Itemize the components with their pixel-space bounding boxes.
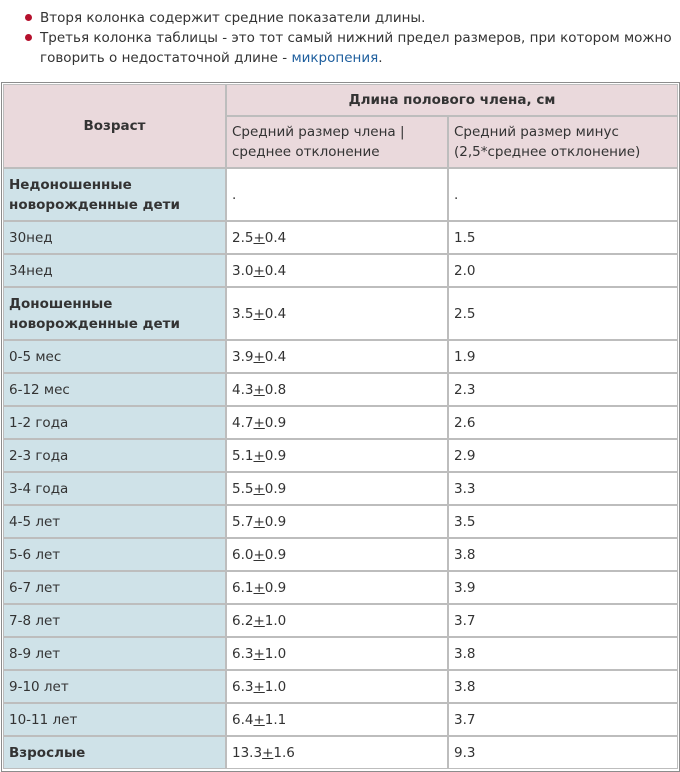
bullet-text-2: Третья колонка таблицы - это тот самый нижний предел размеров, при котором можно	[40, 30, 672, 46]
table-cell-lower: 3.5	[448, 505, 678, 538]
micropenis-link[interactable]: микропения	[291, 50, 379, 66]
age-label: 1-2 года	[9, 414, 69, 431]
sd-value: 0.4	[264, 305, 287, 322]
subheader-lower-line1: Средний размер минус	[454, 124, 619, 140]
table-row-age	[3, 340, 226, 373]
table-row-age	[3, 670, 226, 703]
sd-value: 0.4	[264, 262, 287, 279]
sd-value: 1.0	[264, 678, 287, 695]
age-label: 10-11 лет	[9, 711, 78, 728]
table-row-age	[3, 703, 226, 736]
mean-value: 5.5	[232, 480, 254, 497]
table-cell-mean	[226, 287, 448, 340]
age-label: Доношенные	[9, 295, 113, 312]
table-row-age	[3, 571, 226, 604]
table-row-age	[3, 736, 226, 769]
table-cell-lower: 2.0	[448, 254, 678, 287]
age-label: 2-3 года	[9, 447, 69, 464]
table-row-age	[3, 168, 226, 221]
table-cell-mean	[226, 472, 448, 505]
mean-value: 5.7	[232, 513, 254, 530]
table-cell-mean	[226, 340, 448, 373]
plus-minus-sign: +	[253, 645, 265, 662]
sd-value: 0.9	[264, 546, 287, 563]
age-label: Недоношенные	[9, 176, 132, 193]
table-cell-lower: 3.8	[448, 538, 678, 571]
age-label: 7-8 лет	[9, 612, 61, 629]
bullet-list	[0, 0, 680, 84]
table-cell-lower: 2.5	[448, 287, 678, 340]
table-cell-lower: 2.6	[448, 406, 678, 439]
age-label-line2: новорожденные дети	[9, 315, 180, 332]
sd-value: 0.9	[264, 447, 287, 464]
mean-value: 4.7	[232, 414, 254, 431]
sd-value: 1.0	[264, 645, 287, 662]
table-cell-mean	[226, 736, 448, 769]
table-cell-mean	[226, 670, 448, 703]
mean-value: 5.1	[232, 447, 254, 464]
table-cell-lower: 2.3	[448, 373, 678, 406]
header-length: Длина полового члена, см	[226, 84, 678, 116]
subheader-lower-line2: (2,5*среднее отклонение)	[454, 144, 641, 160]
age-label: 9-10 лет	[9, 678, 69, 695]
bullet-text-2-cont	[40, 48, 383, 68]
table-row-age	[3, 373, 226, 406]
bullet-dot-icon	[25, 34, 32, 41]
sd-value: 1.0	[264, 612, 287, 629]
mean-value: 3.5	[232, 305, 254, 322]
table-row-age	[3, 439, 226, 472]
table-cell-lower: .	[448, 168, 678, 221]
table-cell-lower: 1.9	[448, 340, 678, 373]
table-row-age	[3, 637, 226, 670]
table-cell-mean	[226, 571, 448, 604]
age-label: 8-9 лет	[9, 645, 61, 662]
plus-minus-sign: +	[253, 447, 265, 464]
table-cell-lower: 1.5	[448, 221, 678, 254]
plus-minus-sign: +	[253, 546, 265, 563]
table-cell-lower: 2.9	[448, 439, 678, 472]
mean-value: 6.4	[232, 711, 254, 728]
table-cell-mean	[226, 439, 448, 472]
mean-value: 2.5	[232, 229, 254, 246]
table-cell-lower: 3.8	[448, 670, 678, 703]
table-cell-mean	[226, 168, 448, 221]
mean-value: 6.1	[232, 579, 254, 596]
age-label: 3-4 года	[9, 480, 69, 497]
sd-value: 1.1	[264, 711, 287, 728]
plus-minus-sign: +	[253, 513, 265, 530]
table-cell-mean	[226, 254, 448, 287]
sd-value: 0.9	[264, 480, 287, 497]
age-label: 0-5 мес	[9, 348, 62, 365]
sd-value: 1.6	[273, 744, 295, 761]
age-label: 30нед	[9, 229, 53, 246]
age-label: 6-12 мес	[9, 381, 70, 398]
plus-minus-sign: +	[253, 348, 265, 365]
age-label-line2: новорожденные дети	[9, 196, 180, 213]
table-row-age	[3, 406, 226, 439]
table-row-age	[3, 538, 226, 571]
age-label: 6-7 лет	[9, 579, 61, 596]
mean-value: .	[232, 186, 237, 203]
mean-value: 4.3	[232, 381, 254, 398]
table-row-age	[3, 287, 226, 340]
table-cell-lower: 3.9	[448, 571, 678, 604]
table-row-age	[3, 472, 226, 505]
bullet-dot-icon	[25, 14, 32, 21]
table-cell-mean	[226, 538, 448, 571]
plus-minus-sign: +	[262, 744, 274, 761]
table-cell-lower: 3.7	[448, 604, 678, 637]
sd-value: 0.4	[264, 348, 287, 365]
plus-minus-sign: +	[253, 305, 265, 322]
age-label: 34нед	[9, 262, 53, 279]
sd-value: 0.9	[264, 513, 287, 530]
subheader-mean-line2: среднее отклонение	[232, 144, 380, 160]
mean-value: 6.0	[232, 546, 254, 563]
age-label: 5-6 лет	[9, 546, 61, 563]
age-label: 4-5 лет	[9, 513, 61, 530]
plus-minus-sign: +	[253, 381, 265, 398]
table-cell-mean	[226, 373, 448, 406]
bullet-text-2-suffix: .	[378, 50, 383, 66]
table-cell-lower: 3.8	[448, 637, 678, 670]
table-row-age	[3, 604, 226, 637]
plus-minus-sign: +	[253, 612, 265, 629]
plus-minus-sign: +	[253, 229, 265, 246]
age-label: Взрослые	[9, 744, 86, 761]
sd-value: 0.8	[264, 381, 287, 398]
plus-minus-sign: +	[253, 414, 265, 431]
table-cell-mean	[226, 703, 448, 736]
mean-value: 3.9	[232, 348, 254, 365]
table-row-age	[3, 254, 226, 287]
bullet-text-2-prefix: говорить о недостаточной длине -	[40, 50, 292, 66]
table-cell-lower: 3.7	[448, 703, 678, 736]
sd-value: 0.4	[264, 229, 287, 246]
subheader-mean-line1: Средний размер члена |	[232, 124, 405, 140]
plus-minus-sign: +	[253, 678, 265, 695]
table-cell-mean	[226, 637, 448, 670]
sd-value: 0.9	[264, 414, 287, 431]
mean-value: 3.0	[232, 262, 254, 279]
header-age: Возраст	[3, 84, 226, 168]
plus-minus-sign: +	[253, 579, 265, 596]
subheader-lower	[448, 116, 678, 168]
table-cell-mean	[226, 406, 448, 439]
plus-minus-sign: +	[253, 480, 265, 497]
table-cell-lower: 9.3	[448, 736, 678, 769]
table-cell-mean	[226, 604, 448, 637]
plus-minus-sign: +	[253, 262, 265, 279]
table-cell-mean	[226, 505, 448, 538]
bullet-text-1: Вторя колонка содержит средние показатели длины.	[40, 10, 426, 26]
sd-value: 0.9	[264, 579, 287, 596]
table-row-age	[3, 221, 226, 254]
mean-value: 6.3	[232, 645, 254, 662]
mean-value: 6.3	[232, 678, 254, 695]
mean-value: 6.2	[232, 612, 254, 629]
subheader-mean	[226, 116, 448, 168]
table-cell-lower: 3.3	[448, 472, 678, 505]
table-cell-mean	[226, 221, 448, 254]
table-row-age	[3, 505, 226, 538]
plus-minus-sign: +	[253, 711, 265, 728]
mean-value: 13.3	[232, 744, 263, 761]
